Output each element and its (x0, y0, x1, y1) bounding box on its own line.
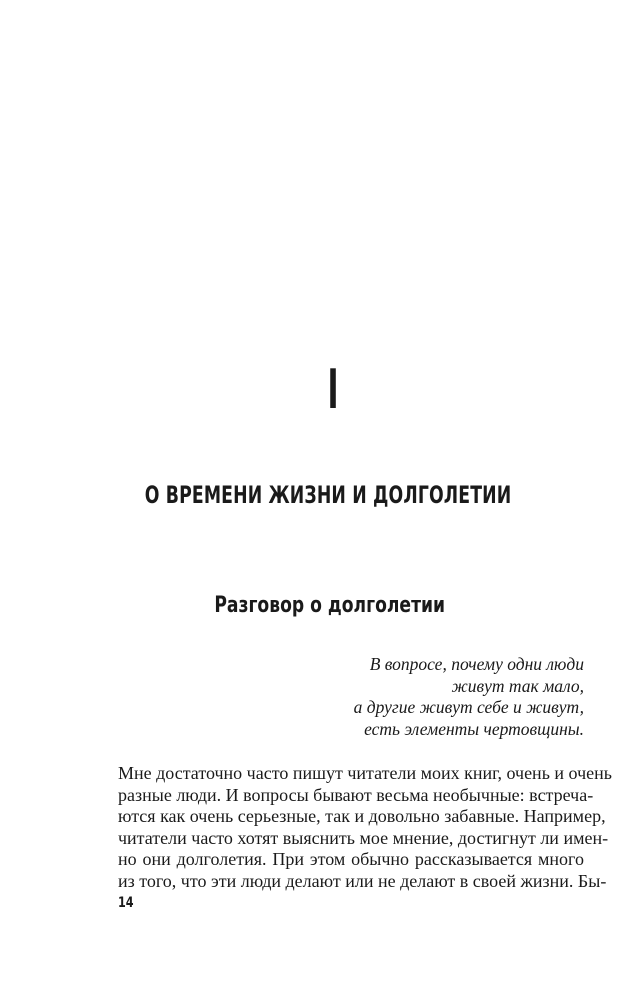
page-number-text: 14 (118, 895, 134, 911)
epigraph (354, 654, 584, 740)
part-number (150, 360, 504, 420)
chapter-title-text: О ВРЕМЕНИ ЖИЗНИ И ДОЛГОЛЕТИИ (145, 481, 512, 509)
section-title (0, 590, 644, 622)
body-line: Мне достаточно часто пишут читатели моих книг, очень и очень (118, 763, 612, 783)
chapter-title (0, 478, 644, 512)
body-line: ются как очень серьезные, так и довольно забавные. Например, (118, 806, 606, 827)
body-paragraph (118, 763, 612, 893)
epigraph-line: В вопросе, почему одни люди (369, 654, 584, 674)
body-line: но они долголетия. При этом обычно рассказывается много (118, 849, 584, 870)
body-line: из того, что эти люди делают или не делают в своей жизни. Бы- (118, 870, 607, 891)
section-title-text: Разговор о долголетии (214, 593, 446, 618)
body-line: читатели часто хотят выяснить мое мнение, достигнут ли имен- (118, 827, 609, 848)
epigraph-line: живут так мало, (451, 675, 584, 696)
part-number-text: I (327, 358, 339, 421)
epigraph-line: а другие живут себе и живут, (353, 697, 584, 717)
epigraph-line: есть элементы чертовщины. (364, 718, 584, 739)
page-number (118, 894, 137, 912)
body-line: разные люди. И вопросы бывают весьма необычные: встреча- (118, 784, 594, 805)
